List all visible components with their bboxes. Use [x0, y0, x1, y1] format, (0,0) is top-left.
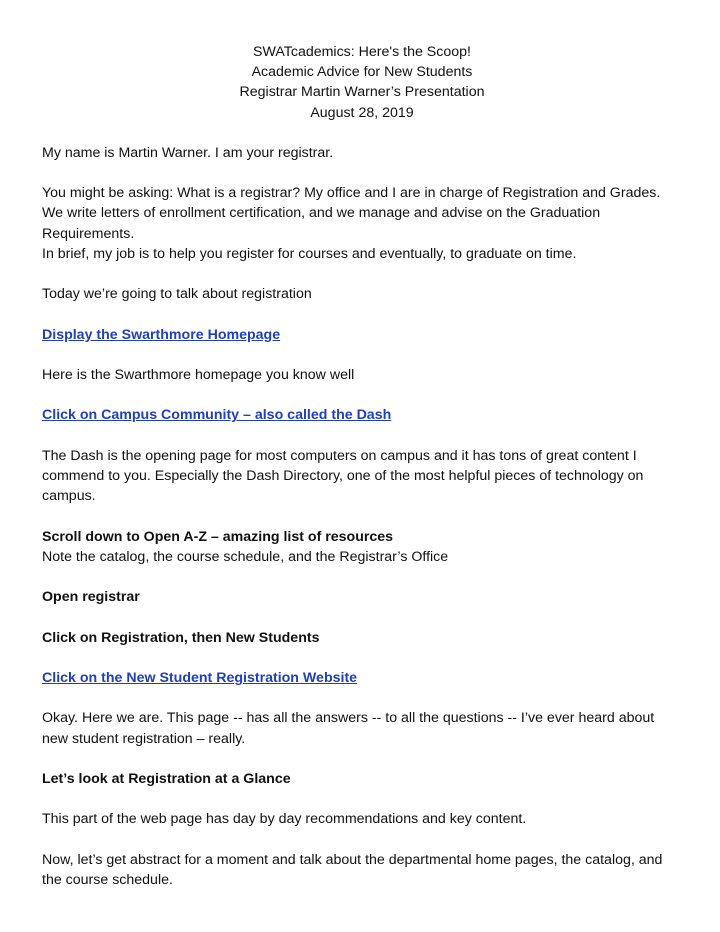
dash-paragraph: The Dash is the opening page for most computers on campus and it has tons of great content I commend to you. Especially the Dash Directory, one of the most helpful pieces of technology on campus. — [42, 447, 644, 505]
glance-heading: Let’s look at Registration at a Glance — [42, 770, 291, 787]
registrar-paragraph: You might be asking: What is a registrar? My office and I are in charge of Registration and Grades. We write letters of enrollment certification, and we manage and advise on the Graduation Requirements. — [42, 185, 661, 242]
abstract-paragraph: Now, let’s get abstract for a moment and talk about the departmental home pages, the catalog, and the course schedule. — [42, 851, 663, 888]
glance-paragraph: This part of the web page has day by day recommendations and key content. — [42, 811, 527, 828]
homepage-note: Here is the Swarthmore homepage you know well — [42, 366, 355, 383]
header-date: August 28, 2019 — [310, 104, 414, 121]
brief-paragraph: In brief, my job is to help you register for courses and eventually, to graduate on time. — [42, 245, 577, 262]
click-registration-heading: Click on Registration, then New Students — [42, 629, 320, 646]
header-title: SWATcademics: Here's the Scoop! — [253, 44, 471, 60]
header-subtitle: Academic Advice for New Students — [251, 64, 473, 81]
campus-community-link[interactable]: Click on Campus Community – also called the Dash — [42, 407, 392, 424]
scroll-note: Note the catalog, the course schedule, and the Registrar’s Office — [42, 548, 449, 565]
scroll-heading: Scroll down to Open A-Z – amazing list of resources — [42, 528, 394, 545]
swarthmore-homepage-link[interactable]: Display the Swarthmore Homepage — [42, 326, 281, 343]
registrar-explanation — [42, 183, 682, 264]
open-registrar-heading: Open registrar — [42, 589, 140, 606]
okay-paragraph: Okay. Here we are. This page -- has all the answers -- to all the questions -- I’ve ever heard about new student registration – really. — [42, 710, 655, 747]
intro-paragraph: My name is Martin Warner. I am your registrar. — [42, 144, 334, 161]
document-header — [42, 42, 682, 123]
new-student-registration-link[interactable]: Click on the New Student Registration Website — [42, 669, 358, 686]
scroll-section — [42, 527, 682, 567]
header-presenter: Registrar Martin Warner’s Presentation — [239, 84, 485, 101]
today-paragraph: Today we’re going to talk about registration — [42, 286, 312, 303]
document-page — [42, 42, 682, 910]
